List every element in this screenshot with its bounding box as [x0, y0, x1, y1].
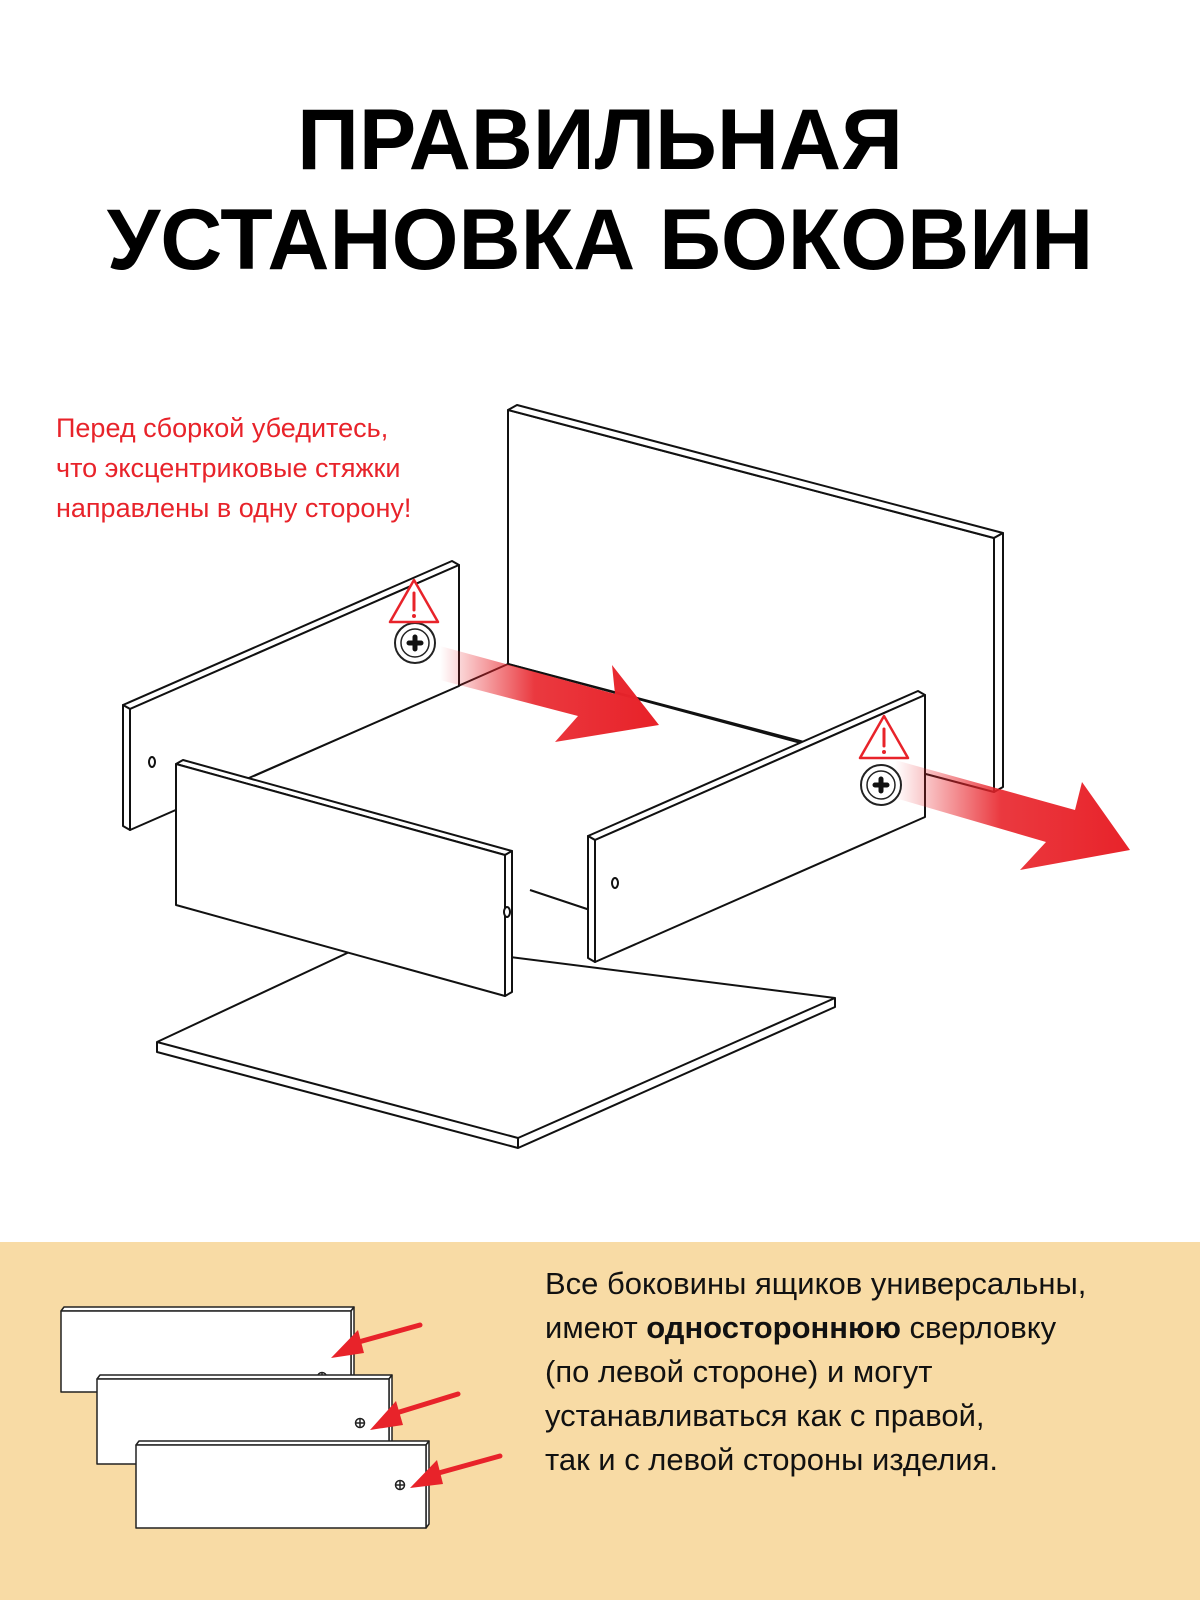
- info-line-1: Все боковины ящиков универсальны,: [545, 1266, 1087, 1301]
- warning-line-1: Перед сборкой убедитесь,: [56, 413, 389, 443]
- drill-hole-icon: [396, 1481, 405, 1490]
- info-line-4: устанавливаться как с правой,: [545, 1398, 985, 1433]
- drill-hole: [149, 757, 155, 767]
- floor-front-edge: [530, 890, 590, 910]
- info-line-2-start: имеют: [545, 1310, 647, 1345]
- page-title-line-2: УСТАНОВКА БОКОВИН: [106, 192, 1094, 288]
- warning-line-2: что эксцентриковые стяжки: [56, 453, 401, 483]
- info-line-2: [545, 1306, 1185, 1350]
- cam-lock-icon: [861, 765, 901, 805]
- cam-lock-icon: [395, 623, 435, 663]
- side-panels-illustration: [0, 1242, 540, 1600]
- page-title: [0, 90, 1200, 290]
- drill-hole-icon: [356, 1419, 365, 1428]
- warning-line-3: направлены в одну сторону!: [56, 493, 412, 523]
- universal-panels-note: [545, 1262, 1185, 1482]
- info-emphasis: одностороннюю: [646, 1310, 901, 1345]
- info-line-2-end: сверловку: [900, 1310, 1057, 1345]
- info-line-5: так и с левой стороны изделия.: [545, 1442, 998, 1477]
- side-panel-sample: [136, 1441, 429, 1528]
- drill-hole: [504, 907, 510, 917]
- drawer-assembly-diagram: [0, 380, 1200, 1160]
- info-line-3: (по левой стороне) и могут: [545, 1354, 933, 1389]
- direction-arrow-icon: [895, 760, 1130, 870]
- drill-hole: [612, 878, 618, 888]
- page-title-line-1: ПРАВИЛЬНАЯ: [297, 92, 903, 188]
